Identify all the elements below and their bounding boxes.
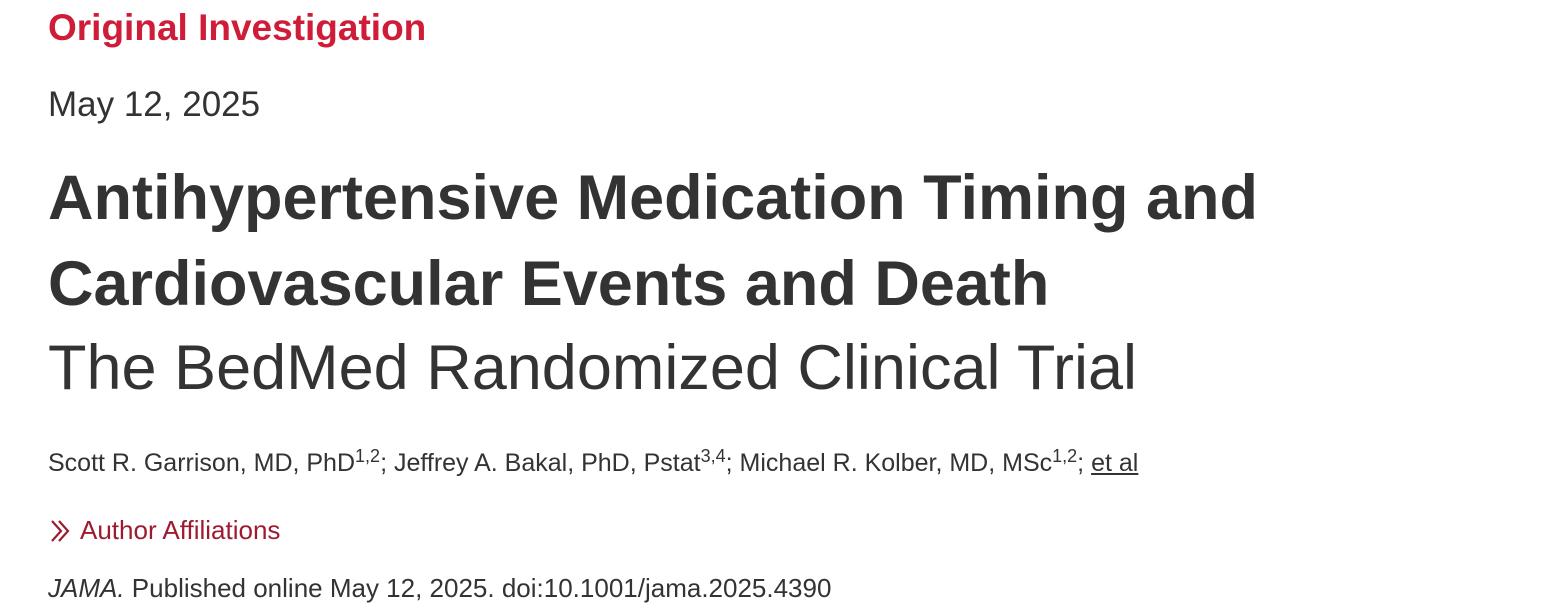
- et-al-link[interactable]: et al: [1091, 449, 1139, 477]
- citation: [48, 570, 831, 606]
- article-type-label: Original Investigation: [48, 7, 427, 48]
- article-title: Antihypertensive Medication Timing and Cardiovascular Events and Death: [48, 163, 1259, 319]
- author-affiliation-refs: 1,2: [1052, 446, 1078, 466]
- author-list: [48, 445, 1138, 481]
- author-affiliations-label: Author Affiliations: [80, 515, 281, 545]
- author-name: Scott R. Garrison, MD, PhD: [48, 449, 356, 477]
- author-affiliation-refs: 3,4: [700, 446, 726, 466]
- author-separator: ;: [1077, 449, 1092, 477]
- author-affiliation-refs: 1,2: [355, 446, 381, 466]
- citation-details: Published online May 12, 2025. doi:10.1001/jama.2025.4390: [124, 573, 832, 603]
- author-affiliations-toggle[interactable]: [48, 512, 280, 548]
- author-separator: ;: [725, 449, 740, 477]
- publication-date: May 12, 2025: [48, 85, 261, 124]
- author-separator: ;: [380, 449, 394, 477]
- double-chevron-right-icon: [48, 517, 74, 543]
- author-name: Michael R. Kolber, MD, MSc: [739, 449, 1053, 477]
- journal-name: JAMA.: [48, 573, 125, 603]
- article-subtitle: The BedMed Randomized Clinical Trial: [48, 333, 1137, 403]
- author-name: Jeffrey A. Bakal, PhD, Pstat: [393, 449, 701, 477]
